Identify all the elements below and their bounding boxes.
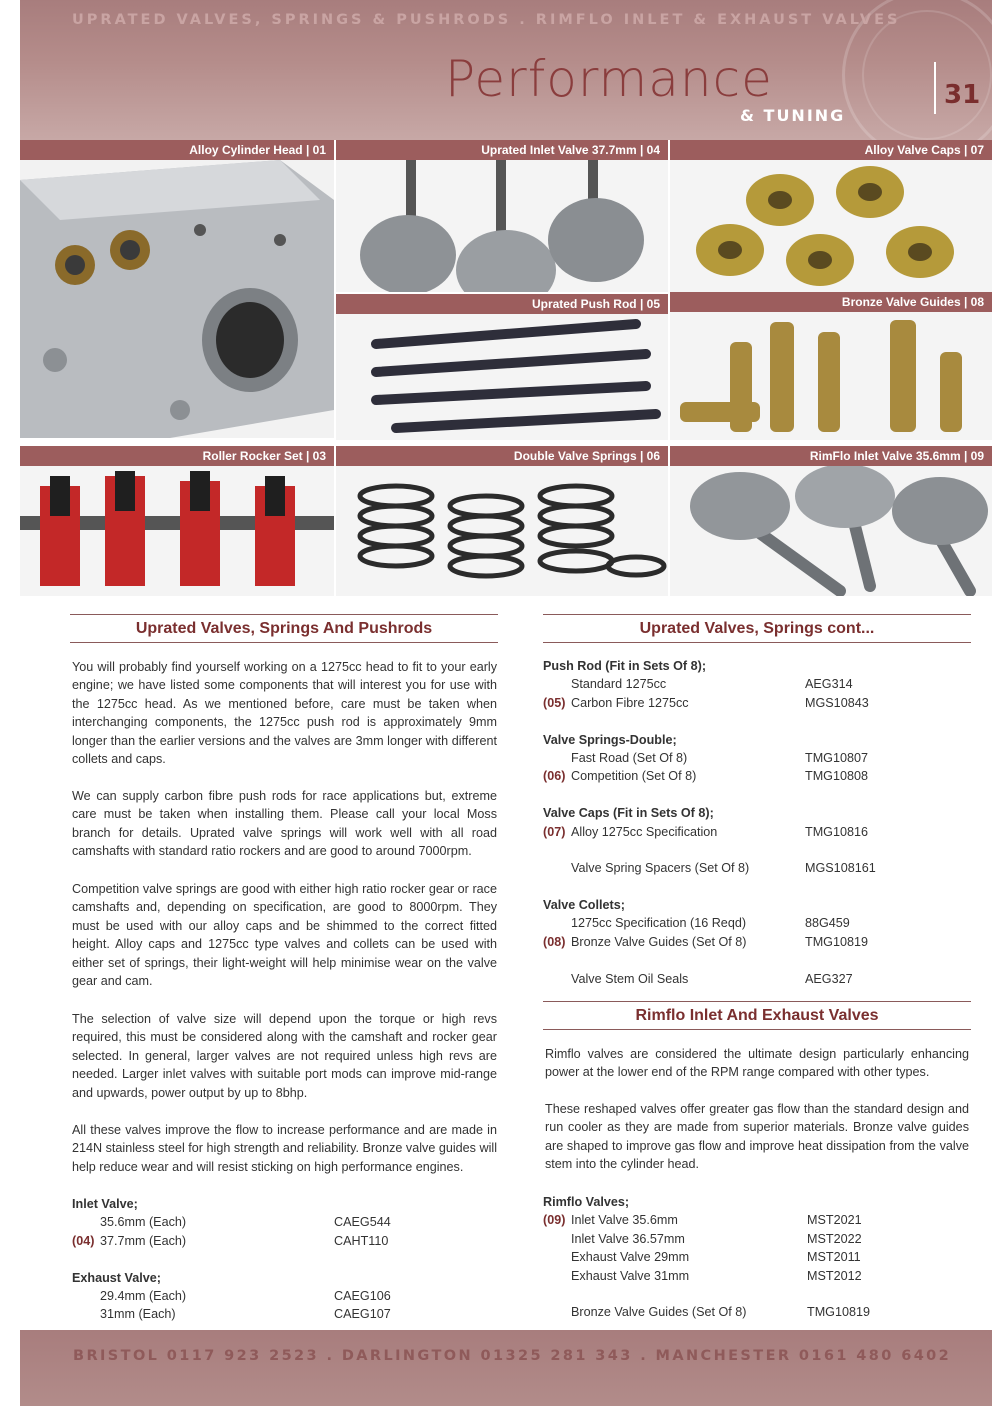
photo-caption: Roller Rocker Set | 03 [20, 446, 334, 466]
rimflo-valve-photo [670, 466, 992, 596]
photo-tile-rimflo-valve [670, 446, 992, 596]
photo-tile-inlet-valve [336, 140, 668, 292]
section-title: Performance [445, 50, 773, 108]
photo-caption: Alloy Valve Caps | 07 [670, 140, 992, 160]
header-strapline: UPRATED VALVES, SPRINGS & PUSHRODS . RIMFLO INLET & EXHAUST VALVES [72, 12, 901, 28]
push-rod-photo [336, 314, 668, 440]
rocker-set-photo [20, 466, 334, 596]
crest-ring [862, 10, 992, 140]
part-row: 29.4mm (Each) CAEG106 [100, 1288, 391, 1303]
section-heading-cont: Uprated Valves, Springs cont... [543, 620, 971, 643]
cylinder-head-photo [20, 160, 334, 438]
paragraph-carbon-fibre: We can supply carbon fibre push rods for race applications but, extreme care must be taken when installing them. Please call your local Moss branch for details. Uprated valve springs will work well with all road camshafts with standard ratio rockers and are good to around 7000rpm. [72, 789, 497, 859]
parts-list-inlet [72, 1195, 492, 1324]
parts-list-rimflo [543, 1193, 971, 1322]
group-title: Valve Springs-Double; [543, 732, 677, 747]
group-title: Inlet Valve; [72, 1197, 138, 1211]
part-row: (06) Competition (Set Of 8) TMG10808 [543, 769, 868, 784]
page-header [20, 0, 992, 140]
photo-caption: Uprated Push Rod | 05 [336, 294, 668, 314]
group-title: Exhaust Valve; [72, 1270, 161, 1285]
valve-springs-photo [336, 466, 668, 596]
parts-list-right [543, 657, 971, 988]
inlet-valve-photo [336, 160, 668, 292]
photo-caption: Alloy Cylinder Head | 01 [20, 140, 334, 160]
photo-caption: Uprated Inlet Valve 37.7mm | 04 [336, 140, 668, 160]
photo-caption: RimFlo Inlet Valve 35.6mm | 09 [670, 446, 992, 466]
part-row: (09) Inlet Valve 35.6mm MST2021 [543, 1213, 862, 1228]
part-row: Valve Spring Spacers (Set Of 8) MGS108161 [571, 861, 876, 876]
photo-tile-push-rod [336, 294, 668, 440]
page-footer [20, 1330, 992, 1406]
part-row: 1275cc Specification (16 Reqd) 88G459 [571, 916, 850, 931]
photo-caption: Bronze Valve Guides | 08 [670, 292, 992, 312]
part-row: 35.6mm (Each) CAEG544 [100, 1215, 391, 1230]
photo-tile-valve-guides [670, 292, 992, 440]
photo-tile-valve-springs [336, 446, 668, 596]
part-row: Valve Stem Oil Seals AEG327 [571, 971, 853, 986]
part-row: 31mm (Each) CAEG107 [100, 1307, 391, 1322]
part-row: Exhaust Valve 29mm MST2011 [571, 1250, 861, 1265]
paragraph-intro: You will probably find yourself working on a 1275cc head to fit to your early engine; we have listed some components that will interest you for use with the 1275cc head. As we mentioned before, care must be taken when interchanging components, the 1275cc push rod is approximately 9mm longer than the earlier versions and the valves are 3mm longer with different collets and caps. [72, 660, 497, 767]
part-row: (05) Carbon Fibre 1275cc MGS10843 [543, 695, 869, 710]
section-heading-uprated: Uprated Valves, Springs And Pushrods [70, 620, 498, 643]
section-subtitle: & TUNING [740, 106, 846, 125]
photo-tile-valve-caps [670, 140, 992, 292]
part-row: Exhaust Valve 31mm MST2012 [571, 1268, 862, 1283]
part-row: (08) Bronze Valve Guides (Set Of 8) TMG10819 [543, 934, 868, 949]
part-row: (07) Alloy 1275cc Specification TMG10816 [543, 824, 868, 839]
valve-guides-photo [670, 312, 992, 440]
photo-caption: Double Valve Springs | 06 [336, 446, 668, 466]
title-divider [934, 62, 936, 114]
photo-tile-rocker-set [20, 446, 334, 596]
valve-caps-photo [670, 160, 992, 292]
branch-contacts: BRISTOL 0117 923 2523 . DARLINGTON 01325 281 343 . MANCHESTER 0161 480 6402 [73, 1348, 952, 1364]
part-row: (04) 37.7mm (Each) CAHT110 [72, 1233, 389, 1248]
part-row: Bronze Valve Guides (Set Of 8) TMG10819 [571, 1305, 870, 1320]
photo-tile-cylinder-head [20, 140, 334, 438]
group-title: Valve Collets; [543, 898, 625, 913]
paragraph-competition-springs: Competition valve springs are good with either high ratio rocker gear or race camshafts and, depending on specification, are good to 8000rpm. They must be used with our alloy caps and be shimmed to the correct fitted height. Alloy caps and 1275cc type valves and collets can be used with either set of springs, their light-weight will help minimise wear on the valve gear and cam. [72, 882, 497, 989]
paragraph-valve-size: The selection of valve size will depend upon the torque or high revs required, this must be considered along with the camshaft and rocker gear selected. In general, larger valves are not required unless high revs are needed. Larger inlet valves with suitable port mods can improve mid-range and upwards, power output by up to 8bhp. [72, 1012, 497, 1100]
group-title: Valve Caps (Fit in Sets Of 8); [543, 806, 714, 821]
page-number: 31 [944, 80, 981, 110]
group-title: Rimflo Valves; [543, 1195, 630, 1209]
paragraph-rimflo-intro: Rimflo valves are considered the ultimate design particularly enhancing power at the lower end of the RPM range compared with other types. [545, 1047, 969, 1080]
section-heading-rimflo: Rimflo Inlet And Exhaust Valves [543, 1007, 971, 1030]
group-title: Push Rod (Fit in Sets Of 8); [543, 659, 707, 673]
paragraph-stainless: All these valves improve the flow to increase performance and are made in 214N stainless steel for high strength and reliability. Bronze valve guides will help reduce wear and will resist sticking on high performance engines. [72, 1123, 497, 1174]
part-row: Inlet Valve 36.57mm MST2022 [571, 1231, 862, 1246]
part-row: Fast Road (Set Of 8) TMG10807 [571, 750, 868, 765]
part-row: Standard 1275cc AEG314 [571, 677, 853, 692]
paragraph-rimflo-detail: These reshaped valves offer greater gas flow than the standard design and run cooler as they are made from superior materials. Bronze valve guides are shaped to improve gas flow and improve heat dissipation from the valve stem into the cylinder head. [545, 1102, 969, 1172]
